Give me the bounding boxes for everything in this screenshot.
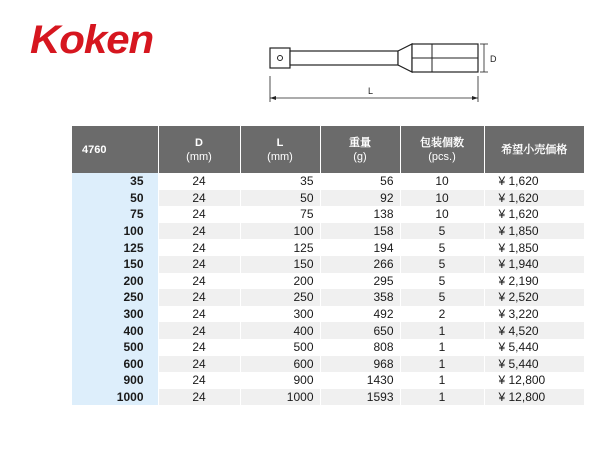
cell-weight: 492 [320, 306, 400, 323]
cell-size: 250 [72, 289, 158, 306]
cell-weight: 808 [320, 339, 400, 356]
cell-weight: 1430 [320, 372, 400, 389]
table-row [72, 239, 584, 256]
cell-price: ¥ 2,190 [484, 273, 584, 290]
cell-size: 500 [72, 339, 158, 356]
cell-weight: 1593 [320, 389, 400, 406]
cell-size: 75 [72, 206, 158, 223]
header-model: 4760 [72, 126, 158, 173]
cell-d: 24 [158, 223, 240, 240]
cell-pack-qty: 10 [400, 206, 484, 223]
spec-table [72, 126, 584, 405]
cell-price: ¥ 1,620 [484, 173, 584, 190]
cell-d: 24 [158, 306, 240, 323]
cell-size: 35 [72, 173, 158, 190]
cell-pack-qty: 5 [400, 256, 484, 273]
cell-d: 24 [158, 190, 240, 207]
cell-pack-qty: 1 [400, 389, 484, 406]
cell-d: 24 [158, 256, 240, 273]
cell-price: ¥ 4,520 [484, 322, 584, 339]
cell-pack-qty: 10 [400, 173, 484, 190]
cell-size: 900 [72, 372, 158, 389]
header-price: 希望小売価格 [484, 126, 584, 173]
cell-d: 24 [158, 289, 240, 306]
cell-l: 125 [240, 239, 320, 256]
table-row [72, 206, 584, 223]
cell-pack-qty: 1 [400, 356, 484, 373]
cell-weight: 358 [320, 289, 400, 306]
cell-l: 300 [240, 306, 320, 323]
cell-l: 150 [240, 256, 320, 273]
table-row [72, 289, 584, 306]
cell-price: ¥ 2,520 [484, 289, 584, 306]
cell-l: 400 [240, 322, 320, 339]
cell-size: 100 [72, 223, 158, 240]
cell-d: 24 [158, 372, 240, 389]
header-pack-qty: 包装個数 (pcs.) [400, 126, 484, 173]
cell-price: ¥ 1,620 [484, 206, 584, 223]
cell-l: 35 [240, 173, 320, 190]
cell-d: 24 [158, 356, 240, 373]
cell-price: ¥ 1,620 [484, 190, 584, 207]
cell-weight: 266 [320, 256, 400, 273]
cell-l: 50 [240, 190, 320, 207]
cell-pack-qty: 1 [400, 372, 484, 389]
table-row [72, 256, 584, 273]
cell-price: ¥ 12,800 [484, 372, 584, 389]
cell-l: 250 [240, 289, 320, 306]
cell-price: ¥ 5,440 [484, 356, 584, 373]
cell-price: ¥ 1,850 [484, 239, 584, 256]
cell-pack-qty: 1 [400, 339, 484, 356]
table-row [72, 372, 584, 389]
table-row [72, 356, 584, 373]
cell-d: 24 [158, 389, 240, 406]
table-row [72, 339, 584, 356]
cell-d: 24 [158, 206, 240, 223]
cell-d: 24 [158, 339, 240, 356]
cell-weight: 295 [320, 273, 400, 290]
dimension-d-label: D [490, 54, 497, 64]
cell-l: 200 [240, 273, 320, 290]
cell-weight: 158 [320, 223, 400, 240]
cell-size: 600 [72, 356, 158, 373]
cell-weight: 968 [320, 356, 400, 373]
table-row [72, 389, 584, 406]
cell-l: 100 [240, 223, 320, 240]
cell-size: 400 [72, 322, 158, 339]
table-row [72, 173, 584, 190]
koken-logo: Koken [30, 18, 154, 62]
cell-weight: 138 [320, 206, 400, 223]
cell-pack-qty: 2 [400, 306, 484, 323]
table-row [72, 223, 584, 240]
cell-size: 200 [72, 273, 158, 290]
cell-size: 1000 [72, 389, 158, 406]
cell-l: 900 [240, 372, 320, 389]
cell-price: ¥ 5,440 [484, 339, 584, 356]
extension-bar-diagram [262, 40, 502, 110]
dimension-l-label: L [368, 86, 374, 96]
header-l: L (mm) [240, 126, 320, 173]
table-row [72, 273, 584, 290]
cell-pack-qty: 5 [400, 289, 484, 306]
cell-weight: 92 [320, 190, 400, 207]
table-header-row [72, 126, 584, 173]
cell-d: 24 [158, 239, 240, 256]
cell-price: ¥ 1,940 [484, 256, 584, 273]
table-row [72, 306, 584, 323]
header-weight: 重量 (g) [320, 126, 400, 173]
cell-pack-qty: 1 [400, 322, 484, 339]
cell-size: 125 [72, 239, 158, 256]
cell-l: 500 [240, 339, 320, 356]
cell-l: 75 [240, 206, 320, 223]
cell-pack-qty: 10 [400, 190, 484, 207]
cell-weight: 194 [320, 239, 400, 256]
cell-price: ¥ 1,850 [484, 223, 584, 240]
cell-l: 1000 [240, 389, 320, 406]
cell-d: 24 [158, 173, 240, 190]
cell-weight: 56 [320, 173, 400, 190]
table-row [72, 190, 584, 207]
cell-pack-qty: 5 [400, 273, 484, 290]
cell-size: 50 [72, 190, 158, 207]
cell-size: 300 [72, 306, 158, 323]
table-row [72, 322, 584, 339]
cell-d: 24 [158, 322, 240, 339]
cell-pack-qty: 5 [400, 239, 484, 256]
header-d: D (mm) [158, 126, 240, 173]
cell-size: 150 [72, 256, 158, 273]
cell-d: 24 [158, 273, 240, 290]
cell-price: ¥ 3,220 [484, 306, 584, 323]
cell-l: 600 [240, 356, 320, 373]
cell-price: ¥ 12,800 [484, 389, 584, 406]
cell-weight: 650 [320, 322, 400, 339]
cell-pack-qty: 5 [400, 223, 484, 240]
